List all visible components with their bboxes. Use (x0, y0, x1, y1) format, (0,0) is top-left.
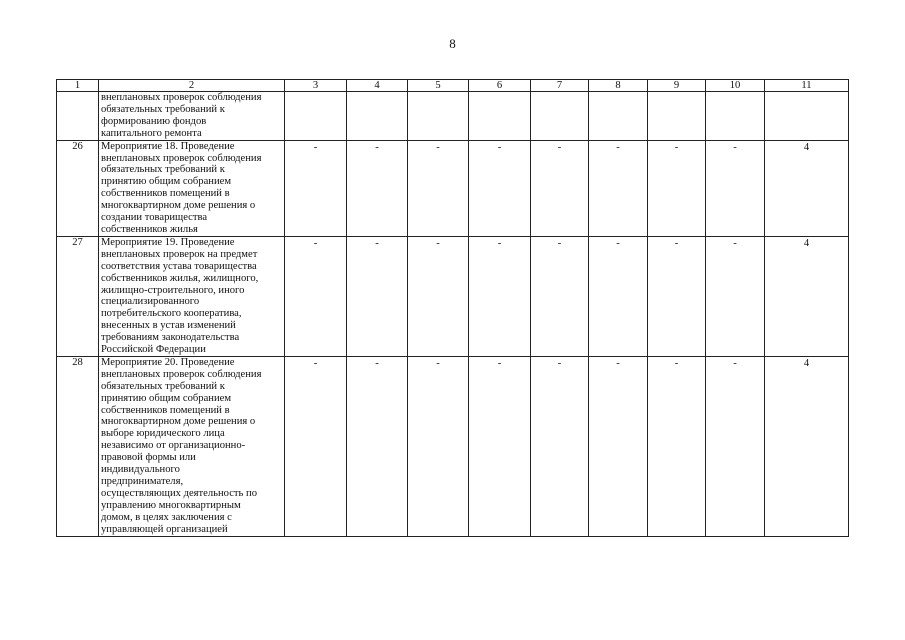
value-cell (648, 356, 706, 536)
description-line: внесенных в устав изменений (101, 320, 236, 332)
description-line: капитального ремонта (101, 127, 202, 139)
description-line: Российской Федерации (101, 344, 206, 356)
value-cell (469, 356, 531, 536)
value-cell (408, 236, 469, 356)
table-header-row (57, 80, 849, 92)
value-cell (469, 140, 531, 236)
row-number (57, 92, 99, 141)
description-line: принятию общим собранием (101, 176, 232, 188)
description-line: собственников помещений в (101, 188, 230, 200)
cell-value (708, 92, 762, 93)
value-cell (347, 236, 408, 356)
value-cell (765, 236, 849, 356)
column-header: 11 (765, 80, 849, 92)
cell-value: - (616, 357, 620, 369)
cell-value: - (436, 357, 440, 369)
cell-value (471, 92, 528, 93)
cell-value (767, 92, 846, 93)
description-line: Мероприятие 18. Проведение (101, 140, 235, 152)
value-cell (347, 356, 408, 536)
value-cell (469, 236, 531, 356)
description-line: создании товарищества (101, 212, 208, 224)
activity-description (99, 236, 285, 356)
value-cell (347, 140, 408, 236)
value-cell (648, 92, 706, 141)
description-line: внеплановых проверок соблюдения (101, 368, 262, 380)
description-line: собственников жилья (101, 223, 198, 235)
value-cell (408, 140, 469, 236)
description-line: многоквартирном доме решения о (101, 200, 256, 212)
cell-value (650, 92, 703, 93)
value-cell (589, 236, 648, 356)
cell-value: - (375, 357, 379, 369)
value-cell (706, 140, 765, 236)
description-line: соответствия устава товарищества (101, 260, 257, 272)
activity-description (99, 140, 285, 236)
cell-value: - (733, 357, 737, 369)
row-number: 27 (57, 236, 99, 356)
cell-value: - (557, 141, 562, 153)
value-cell (765, 140, 849, 236)
description-line: Мероприятие 19. Проведение (101, 236, 235, 248)
page-number: 8 (449, 36, 456, 51)
table-row (57, 236, 849, 356)
description-line: домом, в целях заключения с (101, 511, 232, 523)
activity-description (99, 92, 285, 141)
description-line: правовой формы или (101, 452, 196, 464)
value-cell (285, 356, 347, 536)
cell-value: 4 (803, 357, 810, 369)
value-cell (648, 140, 706, 236)
description-line: обязательных требований к (101, 103, 225, 115)
value-cell (408, 92, 469, 141)
cell-value: - (497, 357, 502, 369)
value-cell (531, 92, 589, 141)
value-cell (589, 140, 648, 236)
description-line: выборе юридического лица (101, 428, 225, 440)
cell-value: - (674, 237, 679, 249)
description-line: обязательных требований к (101, 164, 225, 176)
value-cell (706, 236, 765, 356)
row-number: 26 (57, 140, 99, 236)
description-line: требованиям законодательства (101, 332, 240, 344)
description-line: управлению многоквартирным (101, 499, 241, 511)
cell-value: - (733, 237, 737, 249)
cell-value (349, 92, 405, 93)
description-line: внеплановых проверок соблюдения (101, 152, 262, 164)
description-line: Мероприятие 20. Проведение (101, 356, 235, 368)
cell-value: - (616, 237, 620, 249)
description-line: формированию фондов (101, 115, 207, 127)
column-header: 6 (469, 80, 531, 92)
column-header: 3 (285, 80, 347, 92)
table-row (57, 356, 849, 536)
table-row (57, 92, 849, 141)
cell-value: - (313, 357, 318, 369)
description-line: осуществляющих деятельность по (101, 487, 258, 499)
cell-value: - (616, 141, 620, 153)
column-header: 10 (706, 80, 765, 92)
cell-value (287, 92, 344, 93)
cell-value: - (733, 141, 737, 153)
description-line: собственников жилья, жилищного, (101, 272, 259, 284)
cell-value: - (674, 357, 679, 369)
column-header: 9 (648, 80, 706, 92)
value-cell (408, 356, 469, 536)
value-cell (531, 236, 589, 356)
value-cell (469, 92, 531, 141)
value-cell (285, 236, 347, 356)
cell-value: - (497, 237, 502, 249)
row-number: 28 (57, 356, 99, 536)
cell-value: - (557, 357, 562, 369)
activity-description (99, 356, 285, 536)
cell-value: - (313, 237, 318, 249)
value-cell (589, 92, 648, 141)
column-header: 2 (99, 80, 285, 92)
cell-value: - (375, 141, 379, 153)
cell-value: - (375, 237, 379, 249)
description-line: внеплановых проверок соблюдения (101, 92, 262, 103)
column-header: 5 (408, 80, 469, 92)
cell-value: - (436, 237, 440, 249)
value-cell (531, 140, 589, 236)
cell-value (533, 92, 586, 93)
description-line: жилищно-строительного, иного (101, 284, 245, 296)
data-table (56, 79, 849, 537)
cell-value: - (436, 141, 440, 153)
value-cell (765, 92, 849, 141)
value-cell (648, 236, 706, 356)
description-line: многоквартирном доме решения о (101, 416, 256, 428)
description-line: принятию общим собранием (101, 392, 232, 404)
cell-value: - (557, 237, 562, 249)
cell-value: - (313, 141, 318, 153)
value-cell (347, 92, 408, 141)
value-cell (706, 356, 765, 536)
column-header: 1 (57, 80, 99, 92)
description-line: индивидуального (101, 464, 180, 476)
column-header: 8 (589, 80, 648, 92)
description-line: управляющей организацией (101, 523, 228, 535)
description-line: собственников помещений в (101, 404, 230, 416)
description-line: предпринимателя, (101, 476, 184, 487)
cell-value: 4 (803, 141, 810, 153)
table-row (57, 140, 849, 236)
value-cell (765, 356, 849, 536)
column-header: 7 (531, 80, 589, 92)
cell-value (591, 92, 645, 93)
cell-value: - (674, 141, 679, 153)
value-cell (285, 92, 347, 141)
cell-value: 4 (803, 237, 810, 249)
value-cell (706, 92, 765, 141)
description-line: потребительского кооператива, (101, 308, 242, 320)
description-line: специализированного (101, 296, 200, 308)
value-cell (531, 356, 589, 536)
cell-value: - (497, 141, 502, 153)
description-line: обязательных требований к (101, 380, 225, 392)
description-line: независимо от организационно- (101, 440, 246, 452)
value-cell (589, 356, 648, 536)
value-cell (285, 140, 347, 236)
description-line: внеплановых проверок на предмет (101, 248, 258, 260)
cell-value (410, 92, 466, 93)
column-header: 4 (347, 80, 408, 92)
